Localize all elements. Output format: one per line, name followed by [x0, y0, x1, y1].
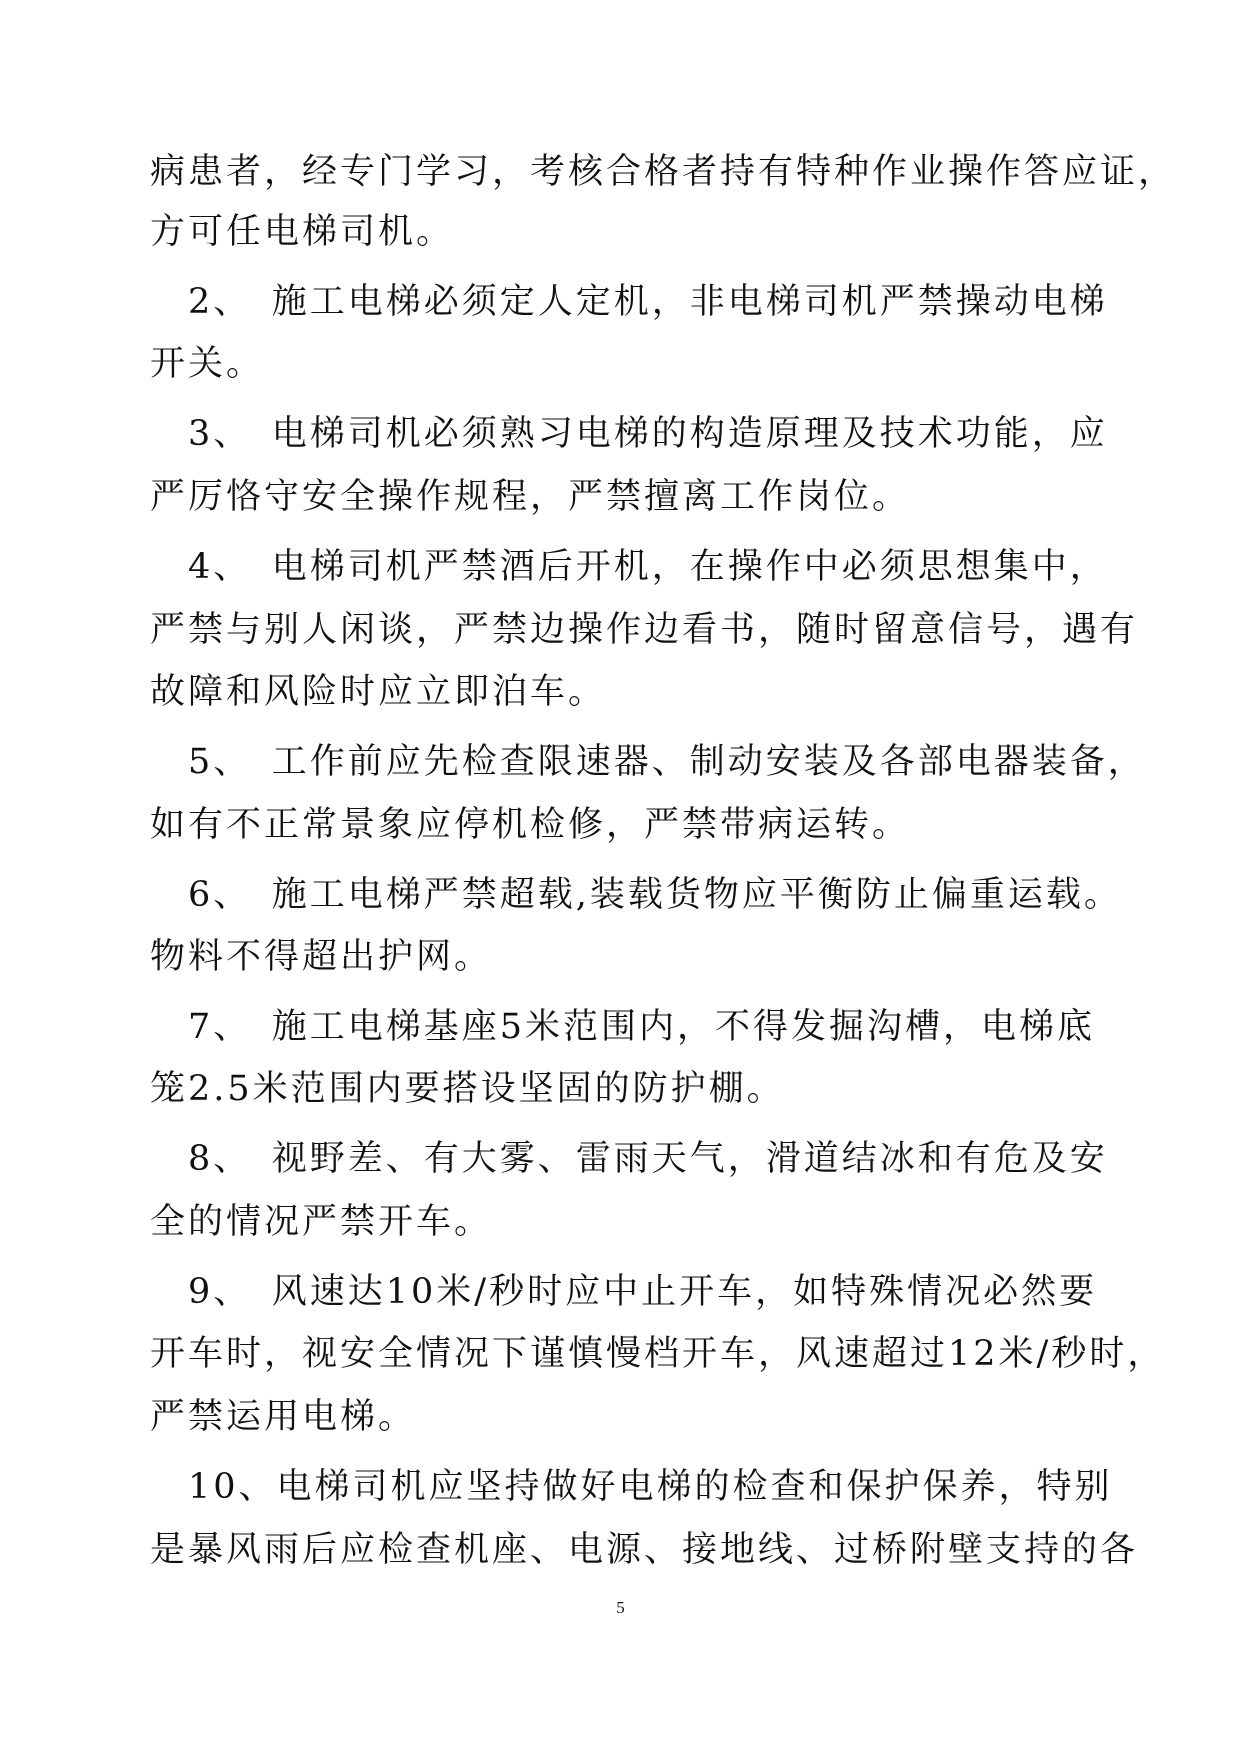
text-line-16: 8、 视野差、有大雾、雷雨天气，滑道结冰和有危及安 — [150, 1139, 1108, 1179]
text-line-19: 开车时，视安全情况下谨慎慢档开车，风速超过12米/秒时， — [150, 1334, 1166, 1374]
text-line-17: 全的情况严禁开车。 — [150, 1202, 493, 1242]
text-line-11: 如有不正常景象应停机检修，严禁带病运转。 — [150, 805, 911, 845]
text-line-12: 6、 施工电梯严禁超载,装载货物应平衡防止偏重运载。 — [150, 875, 1122, 915]
text-line-10: 5、 工作前应先检查限速器、制动安装及各部电器装备， — [150, 742, 1146, 782]
text-line-13: 物料不得超出护网。 — [150, 937, 493, 977]
text-line-20: 严禁运用电梯。 — [150, 1397, 417, 1437]
text-line-7: 4、 电梯司机严禁酒后开机，在操作中必须思想集中， — [150, 547, 1108, 587]
text-line-2: 方可任电梯司机。 — [150, 212, 455, 252]
text-line-18: 9、 风速达10米/秒时应中止开车，如特殊情况必然要 — [150, 1272, 1098, 1312]
text-line-21: 10、电梯司机应坚持做好电梯的检查和保护保养，特别 — [150, 1467, 1113, 1507]
text-line-9: 故障和风险时应立即泊车。 — [150, 672, 607, 712]
text-line-14: 7、 施工电梯基座5米范围内，不得发掘沟槽，电梯底 — [150, 1007, 1096, 1047]
text-line-4: 开关。 — [150, 344, 265, 384]
page-number: 5 — [616, 1598, 625, 1617]
text-line-3: 2、 施工电梯必须定人定机，非电梯司机严禁操动电梯 — [150, 282, 1108, 322]
text-line-22: 是暴风雨后应检查机座、电源、接地线、过桥附壁支持的各 — [150, 1530, 1139, 1570]
text-line-1: 病患者，经专门学习，考核合格者持有特种作业操作答应证， — [150, 152, 1177, 192]
text-line-15: 笼2.5米范围内要搭设坚固的防护棚。 — [150, 1069, 785, 1109]
text-line-8: 严禁与别人闲谈，严禁边操作边看书，随时留意信号，遇有 — [150, 610, 1139, 650]
text-line-6: 严厉恪守安全操作规程，严禁擅离工作岗位。 — [150, 477, 911, 517]
text-line-5: 3、 电梯司机必须熟习电梯的构造原理及技术功能，应 — [150, 414, 1108, 454]
